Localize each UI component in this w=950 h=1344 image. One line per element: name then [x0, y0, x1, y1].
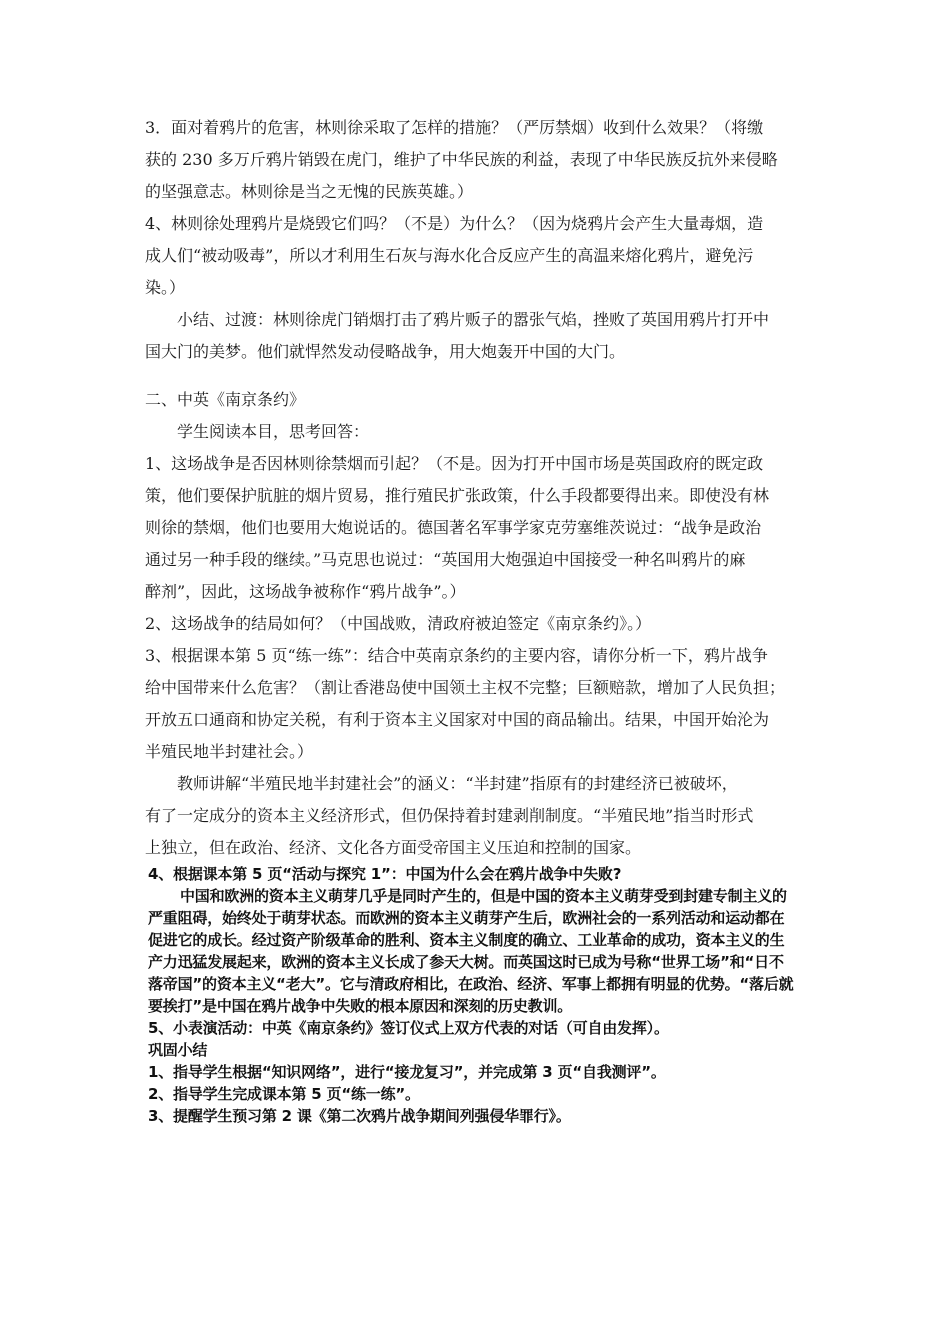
c-answer-line-3: 促进它的成长。经过资产阶级革命的胜利、资本主义制度的确立、工业革命的成功，资本主义的生: [148, 931, 785, 949]
b-question-1-line-3: 则徐的禁烟，他们也要用大炮说话的。德国著名军事学家克劳塞维茨说过：“战争是政治: [145, 518, 762, 537]
c-answer-line-2: 严重阻碍，始终处于萌芽状态。而欧洲的资本主义萌芽产生后，欧洲社会的一系列活动和运动都在: [148, 909, 785, 927]
b-question-2: 2、这场战争的结局如何？（中国战败，清政府被迫签定《南京条约》。）: [145, 614, 652, 633]
c-answer-line-1: 中国和欧洲的资本主义萌芽几乎是同时产生的，但是中国的资本主义萌芽受到封建专制主义的: [180, 887, 787, 905]
summary-line-1: 小结、过渡：林则徐虎门销烟打击了鸦片贩子的嚣张气焰，挫败了英国用鸦片打开中: [177, 310, 770, 329]
c-answer-line-5: 落帝国”的资本主义“老大”。它与清政府相比，在政治、经济、军事上都拥有明显的优势。“落后就: [148, 975, 794, 993]
review-item-1: 1、指导学生根据“知识网络”，进行“接龙复习”，并完成第 3 页“自我测评”。: [148, 1063, 666, 1081]
b-question-3-line-2: 给中国带来什么危害？（割让香港岛使中国领土主权不完整；巨额赔款，增加了人民负担；: [145, 678, 786, 697]
summary-line-2: 国大门的美梦。他们就悍然发动侵略战争，用大炮轰开中国的大门。: [145, 342, 626, 361]
c-answer-line-4: 产力迅猛发展起来，欧洲的资本主义长成了参天大树。而英国这时已成为号称“世界工场”和“日不: [148, 953, 784, 971]
c-answer-line-6: 要挨打”是中国在鸦片战争中失败的根本原因和深刻的历史教训。: [148, 997, 573, 1015]
question-4-line-2: 成人们“被动吸毒”，所以才利用生石灰与海水化合反应产生的高温来熔化鸦片，避免污: [145, 246, 754, 265]
teacher-explanation-line-2: 有了一定成分的资本主义经济形式，但仍保持着封建剥削制度。“半殖民地”指当时形式: [145, 806, 754, 825]
review-heading: 巩固小结: [148, 1041, 208, 1059]
b-question-1-line-1: 1、这场战争是否因林则徐禁烟而引起？（不是。因为打开中国市场是英国政府的既定政: [145, 454, 764, 473]
question-3-line-3: 的坚强意志。林则徐是当之无愧的民族英雄。）: [145, 182, 474, 201]
question-4-line-1: 4、林则徐处理鸦片是烧毁它们吗？（不是）为什么？（因为烧鸦片会产生大量毒烟，造: [145, 214, 764, 233]
c-question-4: 4、根据课本第 5 页“活动与探究 1”：中国为什么会在鸦片战争中失败?: [148, 865, 622, 883]
b-question-1-line-2: 策，他们要保护肮脏的烟片贸易，推行殖民扩张政策，什么手段都要得出来。即使没有林: [145, 486, 770, 505]
review-item-3: 3、提醒学生预习第 2 课《第二次鸦片战争期间列强侵华罪行》。: [148, 1107, 571, 1125]
reading-instruction: 学生阅读本目，思考回答：: [177, 422, 370, 441]
teacher-explanation-line-1: 教师讲解“半殖民地半封建社会”的涵义：“半封建”指原有的封建经济已被破坏，: [177, 774, 738, 793]
teacher-explanation-line-3: 上独立，但在政治、经济、文化各方面受帝国主义压迫和控制的国家。: [145, 838, 642, 857]
b-question-3-line-1: 3、根据课本第 5 页“练一练”：结合中英南京条约的主要内容，请你分析一下，鸦片战争: [145, 646, 768, 665]
b-question-1-line-4: 通过另一种手段的继续。”马克思也说过：“英国用大炮强迫中国接受一种名叫鸦片的麻: [145, 550, 746, 569]
question-3-line-2: 获的 230 多万斤鸦片销毁在虎门，维护了中华民族的利益，表现了中华民族反抗外来侵略: [145, 150, 778, 169]
b-question-3-line-3: 开放五口通商和协定关税，有利于资本主义国家对中国的商品输出。结果，中国开始沦为: [145, 710, 770, 729]
b-question-3-line-4: 半殖民地半封建社会。）: [145, 742, 314, 761]
c-question-5: 5、小表演活动：中英《南京条约》签订仪式上双方代表的对话（可自由发挥）。: [148, 1019, 669, 1037]
review-item-2: 2、指导学生完成课本第 5 页“练一练”。: [148, 1085, 420, 1103]
b-question-1-line-5: 醉剂”，因此，这场战争被称作“鸦片战争”。）: [145, 582, 466, 601]
section-heading-nanjing-treaty: 二、中英《南京条约》: [145, 390, 306, 409]
question-4-line-3: 染。）: [145, 278, 186, 297]
question-3-line-1: 3．面对着鸦片的危害，林则徐采取了怎样的措施？（严厉禁烟）收到什么效果？（将缴: [145, 118, 764, 137]
